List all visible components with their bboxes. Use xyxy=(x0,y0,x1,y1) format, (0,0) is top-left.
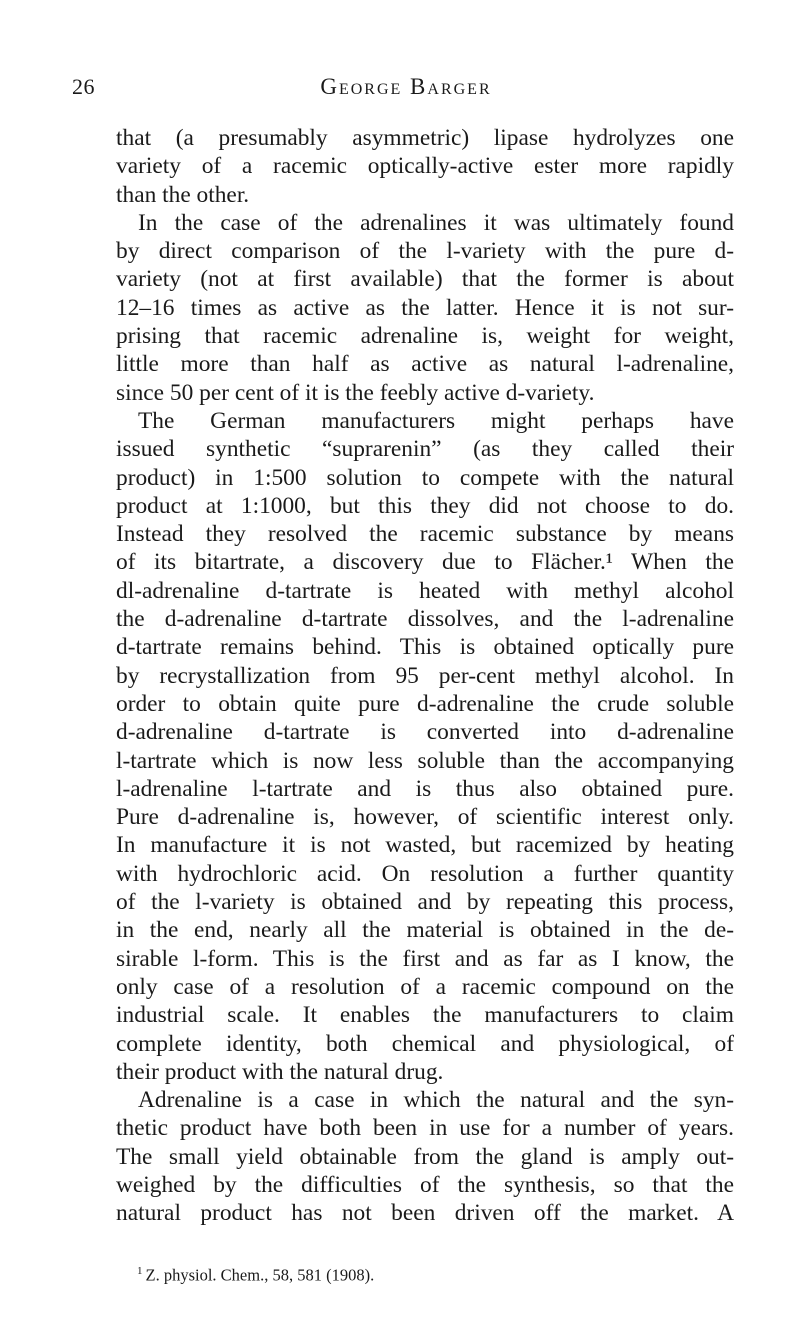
text-line: l-tartrate which is now less soluble than the accompanying xyxy=(116,747,734,774)
text-line: complete identity, both chemical and physiological, of xyxy=(116,1030,734,1057)
text-line: by direct comparison of the l-variety with the pure d- xyxy=(116,238,734,265)
text-line: dl-adrenaline d-tartrate is heated with methyl alcohol xyxy=(116,577,734,604)
text-line: product at 1:1000, but this they did not choose to do. xyxy=(116,492,734,519)
text-line: of the l-variety is obtained and by repeating this process, xyxy=(116,889,734,916)
text-line: The German manufacturers might perhaps have xyxy=(138,407,734,434)
footnote xyxy=(137,1260,737,1287)
text-line: Instead they resolved the racemic substance by means xyxy=(116,521,734,548)
text-line: only case of a resolution of a racemic compound on the xyxy=(116,973,734,1000)
text-line: Pure d-adrenaline is, however, of scientific interest only. xyxy=(116,804,734,831)
text-line: the d-adrenaline d-tartrate dissolves, and the l-adrenaline xyxy=(116,606,734,633)
text-line: The small yield obtainable from the gland is amply out- xyxy=(116,1143,734,1170)
text-line: order to obtain quite pure d-adrenaline the crude soluble xyxy=(116,690,734,717)
text-line: by recrystallization from 95 per-cent methyl alcohol. In xyxy=(116,662,734,689)
text-line: their product with the natural drug. xyxy=(116,1058,444,1085)
text-line: l-adrenaline l-tartrate and is thus also obtained pure. xyxy=(116,775,734,802)
text-line: product) in 1:500 solution to compete with the natural xyxy=(116,464,734,491)
text-line: weighed by the difficulties of the synthesis, so that the xyxy=(116,1171,734,1198)
text-line: that (a presumably asymmetric) lipase hydrolyzes one xyxy=(116,125,734,151)
text-line: natural product has not been driven off the market. A xyxy=(116,1200,734,1227)
text-line: prising that racemic adrenaline is, weight for weight, xyxy=(116,323,734,350)
text-line: thetic product have both been in use for a number of years. xyxy=(116,1115,734,1142)
text-line: than the other. xyxy=(116,181,250,208)
text-line: variety (not at first available) that the former is about xyxy=(116,266,734,293)
text-line: variety of a racemic optically-active ester more rapidly xyxy=(116,153,734,180)
text-line: In manufacture it is not wasted, but racemized by heating xyxy=(116,832,734,859)
text-line: d-adrenaline d-tartrate is converted into d-adrenaline xyxy=(116,719,734,746)
text-line: of its bitartrate, a discovery due to Flächer.¹ When the xyxy=(116,549,734,576)
text-line: issued synthetic “suprarenin” (as they called their xyxy=(116,436,734,463)
running-title: George Barger xyxy=(320,74,492,99)
text-line: 12–16 times as active as the latter. Hence it is not sur- xyxy=(116,294,734,321)
text-line: industrial scale. It enables the manufacturers to claim xyxy=(116,1002,734,1029)
text-line: with hydrochloric acid. On resolution a further quantity xyxy=(116,860,734,887)
footnote-marker: 1 xyxy=(137,1265,143,1277)
text-line: little more than half as active as natural l-adrenaline, xyxy=(116,351,734,378)
page-header xyxy=(72,74,740,110)
text-line: sirable l-form. This is the first and as far as I know, the xyxy=(116,945,734,972)
text-line: d-tartrate remains behind. This is obtained optically pure xyxy=(116,634,734,661)
text-line: In the case of the adrenalines it was ultimately found xyxy=(138,209,734,236)
page-number: 26 xyxy=(72,74,95,99)
footnote-text: Z. physiol. Chem., 58, 581 (1908). xyxy=(145,1265,375,1285)
text-line: Adrenaline is a case in which the natural and the syn- xyxy=(138,1087,734,1114)
body-text xyxy=(116,124,734,1228)
text-line: in the end, nearly all the material is obtained in the de- xyxy=(116,917,734,944)
text-line: since 50 per cent of it is the feebly active d-variety. xyxy=(116,379,595,406)
